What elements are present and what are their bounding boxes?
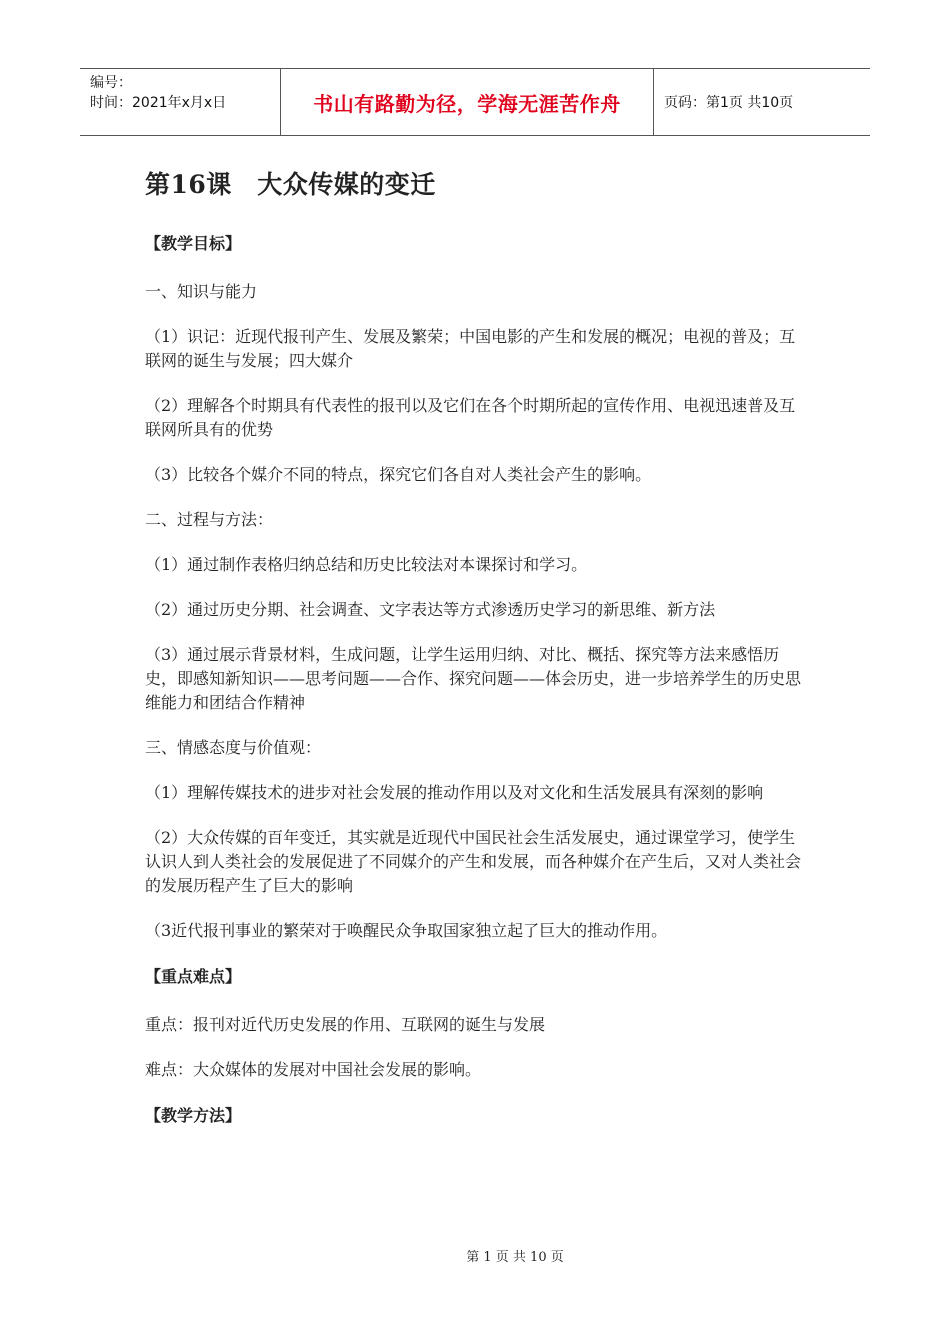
- header-meta: [80, 69, 281, 135]
- doc-time-label: 时间：2021年x月x日: [90, 95, 227, 111]
- paragraph-k1: （1）识记：近现代报刊产生、发展及繁荣；中国电影的产生和发展的概况；电视的普及；互联网的诞生与发展；四大媒介: [145, 327, 796, 370]
- header-motto: 书山有路勤为径，学海无涯苦作舟: [281, 69, 654, 135]
- paragraph-k2: （2）理解各个时期具有代表性的报刊以及它们在各个时期所起的宣传作用、电视迅速普及互联网所具有的优势: [145, 396, 796, 439]
- paragraph-e2: （2）大众传媒的百年变迁，其实就是近现代中国民社会生活发展史，通过课堂学习，使学生认识人到人类社会的发展促进了不同媒介的产生和发展，而各种媒介在产生后，又对人类社会的发展历程产生了巨大的影响: [145, 828, 802, 895]
- paragraph-p2: （2）通过历史分期、社会调查、文字表达等方式渗透历史学习的新思维、新方法: [145, 600, 716, 619]
- subheading-emotion: 三、情感态度与价值观：: [145, 738, 322, 757]
- subheading-process: 二、过程与方法：: [145, 510, 274, 529]
- subheading-knowledge: 一、知识与能力: [145, 282, 258, 301]
- doc-number-label: 编号：: [90, 75, 132, 91]
- page-header: [80, 68, 870, 136]
- paragraph-difficult-point: 难点：大众媒体的发展对中国社会发展的影响。: [145, 1060, 482, 1079]
- section-heading-method: 【教学方法】: [145, 1106, 242, 1125]
- header-page-info: 页码：第1页 共10页: [664, 95, 794, 111]
- paragraph-p3: （3）通过展示背景材料，生成问题，让学生运用归纳、对比、概括、探究等方法来感悟历史，即感知新知识——思考问题——合作、探究问题——体会历史，进一步培养学生的历史思维能力和团结合作精神: [145, 645, 802, 712]
- paragraph-p1: （1）通过制作表格归纳总结和历史比较法对本课探讨和学习。: [145, 555, 588, 574]
- section-heading-goals: 【教学目标】: [145, 234, 242, 253]
- document-body: [145, 165, 810, 1152]
- paragraph-e3: （3近代报刊事业的繁荣对于唤醒民众争取国家独立起了巨大的推动作用。: [145, 921, 668, 940]
- paragraph-e1: （1）理解传媒技术的进步对社会发展的推动作用以及对文化和生活发展具有深刻的影响: [145, 783, 764, 802]
- paragraph-key-point: 重点：报刊对近代历史发展的作用、互联网的诞生与发展: [145, 1015, 546, 1034]
- paragraph-k3: （3）比较各个媒介不同的特点，探究它们各自对人类社会产生的影响。: [145, 465, 652, 484]
- page-footer: 第 1 页 共 10 页: [466, 1250, 564, 1265]
- section-heading-key: 【重点难点】: [145, 967, 242, 986]
- page-title: 第16课 大众传媒的变迁: [145, 170, 436, 199]
